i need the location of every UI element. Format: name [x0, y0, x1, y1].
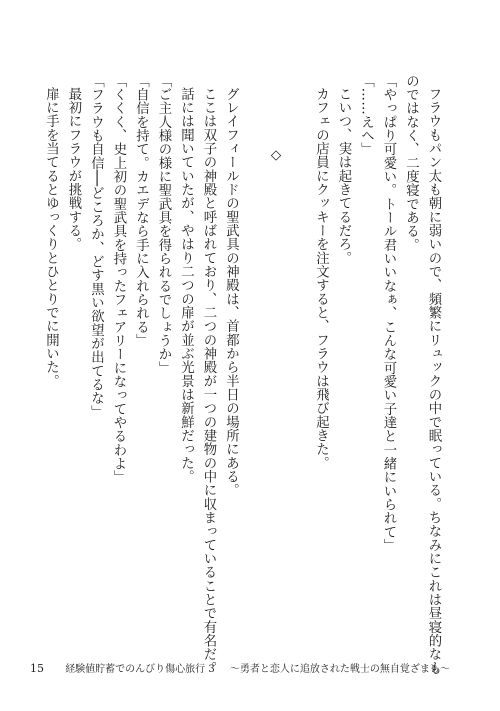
text-line: 話には聞いていたが、やはり二つの扉が並ぶ光景は新鮮だった。 — [178, 87, 194, 484]
blank-line — [242, 74, 265, 634]
text-line: 「ご主人様の様に聖武具を得られるでしょうか」 — [156, 74, 171, 375]
scene-break-mark: ◇ — [268, 147, 284, 163]
text-line: のではなく、二度寝である。 — [403, 74, 419, 252]
page-footer — [30, 662, 450, 677]
book-subtitle: 〜勇者と恋人に追放された戦士の無自覚ざまぁ〜 — [229, 664, 450, 675]
text-line: 最初にフラウが挑戦する。 — [66, 87, 81, 252]
blank-line — [287, 74, 310, 634]
page-number: 15 — [30, 662, 44, 675]
text-line: 「自信を持て。カエデなら手に入れられる」 — [133, 74, 149, 348]
text-line: 「……えへ」 — [358, 74, 374, 156]
book-title: 経験値貯蓄でのんびり傷心旅行 3 — [65, 664, 215, 675]
text-line: グレイフィールドの聖武具の神殿は、首都から半日の場所にある。 — [223, 87, 239, 498]
text-line: ここは双子の神殿と呼ばれており、二つの神殿が一つの建物の中に収まっていることで有名だ。 — [201, 87, 216, 676]
text-line: 「フラウも自信──どころか、どす黒い欲望が出てるな」 — [88, 74, 104, 419]
text-line: 扉に手を当てるとゆっくりとひとりでに開いた。 — [43, 87, 59, 389]
text-line: 「くくく、史上初の聖武具を持ったフェアリーになってやるわよ」 — [111, 74, 126, 485]
text-line: こいつ、実は起きてるだろ。 — [336, 87, 351, 266]
text-line: 「やっぱり可愛い。トール君いいなぁ、こんな可愛い子達と一緒にいられて」 — [381, 74, 396, 553]
text-line: フラウもパン太も朝に弱いので、頻繁にリュックの中で眠っている。ちなみにこれは昼寝的なも — [426, 87, 441, 676]
text-line: カフェの店員にクッキーを注文すると、フラウは飛び起きた。 — [313, 87, 329, 471]
